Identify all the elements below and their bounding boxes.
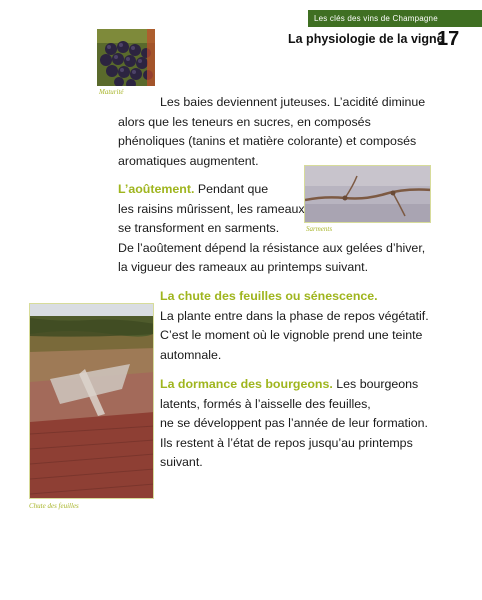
text-line: Les baies deviennent juteuses. L’acidité diminue <box>160 95 426 109</box>
text-line: De l’aoûtement dépend la résistance aux gelées d’hiver, <box>118 240 426 255</box>
text-line: automnale. <box>160 347 222 362</box>
series-title: Les clés des vins de Champagne <box>314 14 438 23</box>
text-line: se transforment en sarments. <box>118 221 280 236</box>
chapter-title: La physiologie de la vigne <box>288 32 444 46</box>
series-banner <box>308 10 482 27</box>
text-line: suivant. <box>160 455 203 470</box>
text-line: la vigueur des rameaux au printemps suivant. <box>118 260 369 275</box>
text-line: C’est le moment où le vignoble prend une teinte <box>160 328 423 343</box>
caption-sarments: Sarments <box>306 225 333 233</box>
aoutement-paragraph <box>118 180 425 278</box>
chute-heading: La chute des feuilles ou sénescence. <box>160 289 378 303</box>
text-line: alors que les teneurs en sucres, en composés <box>118 114 371 129</box>
maturite-paragraph <box>118 93 425 171</box>
text-line: Les bourgeons <box>332 377 419 391</box>
dormance-heading: La dormance des bourgeons. <box>160 377 333 391</box>
text-line: les raisins mûrissent, les rameaux <box>118 201 305 216</box>
text-line: La plante entre dans la phase de repos végétatif. <box>160 308 429 323</box>
text-line: Pendant que <box>194 182 269 196</box>
grapes-photo <box>97 29 155 86</box>
dormance-paragraph <box>160 375 428 473</box>
vineyard-photo <box>29 303 154 499</box>
aoutement-heading: L’aoûtement. <box>118 182 195 196</box>
chute-paragraph <box>160 287 429 365</box>
text-line: aromatiques augmentent. <box>118 153 259 168</box>
page-number: 17 <box>437 28 460 50</box>
caption-chute: Chute des feuilles <box>29 502 79 510</box>
text-line: Ils restent à l’état de repos jusqu’au printemps <box>160 435 413 450</box>
caption-maturite: Maturité <box>99 88 124 96</box>
text-line: latents, formés à l’aisselle des feuilles, <box>160 396 371 411</box>
text-line: phénoliques (tanins et matière colorante) et composés <box>118 134 417 149</box>
text-line: ne se développent pas l’année de leur formation. <box>160 416 428 431</box>
